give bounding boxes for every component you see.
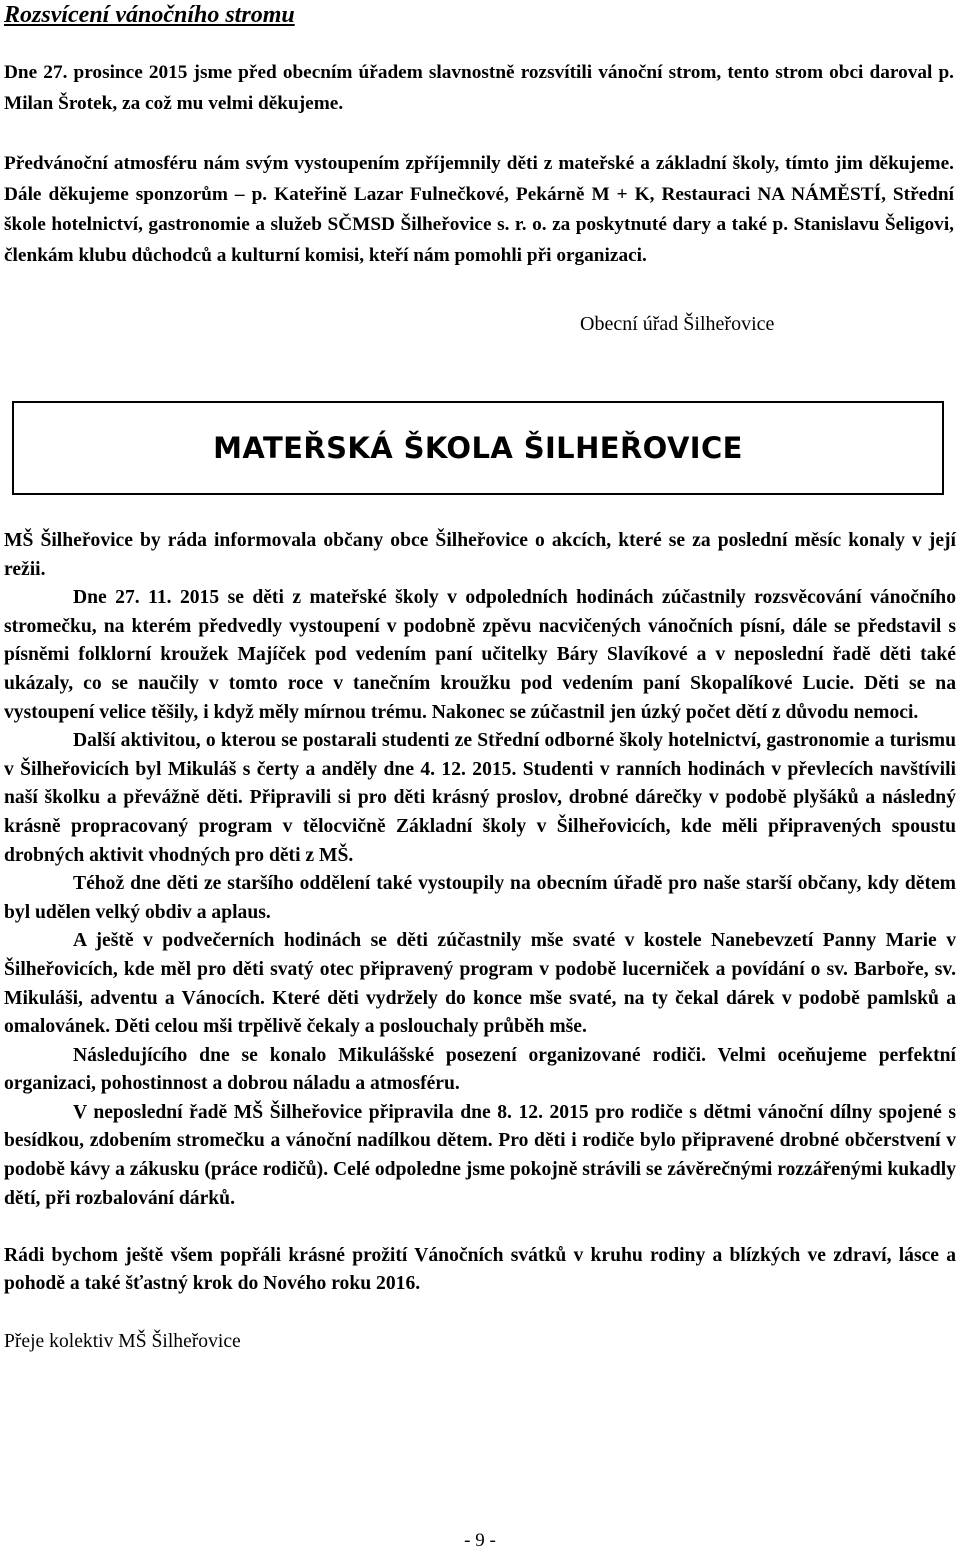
school-report-body (4, 527, 956, 1356)
article-title: Rozsvícení vánočního stromu (4, 2, 295, 28)
report-paragraph: A ještě v podvečerních hodinách se děti zúčastnily mše svaté v kostele Nanebevzetí Panny Marie v Šilheřovicích, kde měl pro děti svatý otec připravený program v podobě lucerniček a povídání o sv. Barboře, sv. Mikuláši, adventu a Vánocích. Které děti vydržely do konce mše svaté, na ty čekal dárek v podobě pamlsků a omalovánek. Děti celou mši trpělivě čekaly a poslouchaly průběh mše. (4, 930, 956, 1038)
report-paragraph: Následujícího dne se konalo Mikulášské posezení organizované rodiči. Velmi oceňujeme perfektní organizaci, pohostinnost a dobrou náladu a atmosféru. (4, 1044, 956, 1095)
report-signature: Přeje kolektiv MŠ Šilheřovice (4, 1330, 241, 1352)
report-paragraph: Téhož dne děti ze staršího oddělení také vystoupily na obecním úřadě pro naše starší občany, kdy dětem byl udělen velký obdiv a aplaus. (4, 873, 956, 923)
page-number: - 9 - (464, 1530, 496, 1551)
closing-wishes: Rádi bychom ještě všem popřáli krásné prožití Vánočních svátků v kruhu rodiny a blízkých ve zdraví, lásce a pohodě a také šťastný krok do Nového roku 2016. (4, 1244, 956, 1295)
report-paragraph: Dne 27. 11. 2015 se děti z mateřské školy v odpoledních hodinách zúčastnily rozsvěcování vánočního stromečku, na kterém předvedly vystoupení v podobně zpěvu nacvičených vánočních písní, dále se představil s písněmi folklorní kroužek Majíček pod vedením paní učitelky Báry Slavíkové a v neposlední řadě děti také ukázaly, co se naučily v tomto roce v tanečním kroužku pod vedením paní Skopalíkové Lucie. Děti se na vystoupení velice těšily, i když měly mírnou trému. Nakonec se zúčastnil jen úzký počet dětí z důvodu nemoci. (4, 587, 956, 723)
report-paragraph: MŠ Šilheřovice by ráda informovala občany obce Šilheřovice o akcích, které se za poslední měsíc konaly v její režii. (4, 530, 956, 580)
article-body (4, 58, 954, 271)
section-title: MATEŘSKÁ ŠKOLA ŠILHEŘOVICE (213, 431, 743, 465)
report-paragraph: Další aktivitou, o kterou se postarali studenti ze Střední odborné školy hotelnictví, gastronomie a turismu v Šilheřovicích byl Mikuláš s čerty a anděly dne 4. 12. 2015. Studenti v ranních hodinách v převlecích navštívili naší školku a převážně děti. Připravili si pro děti krásný proslov, drobné dárečky v podobě plyšáků a následný krásně propracovaný program v tělocvičně Základní školy v Šilheřovicích, kde měli připravených spoustu drobných aktivit vhodných pro děti z MŠ. (4, 730, 956, 866)
report-paragraph: V neposlední řadě MŠ Šilheřovice připravila dne 8. 12. 2015 pro rodiče s dětmi vánoční dílny spojené s besídkou, zdobením stromečku a vánoční nadílkou dětem. Pro děti i rodiče bylo připravené drobné občerstvení v podobě kávy a zákusku (práce rodičů). Celé odpoledne jsme pokojně strávili se závěrečnými rozzářenými kukadly dětí, při rozbalování dárků. (4, 1101, 956, 1209)
article-signature: Obecní úřad Šilheřovice (580, 313, 775, 335)
article-paragraph: Dne 27. prosince 2015 jsme před obecním úřadem slavnostně rozsvítili vánoční strom, tento strom obci daroval p. Milan Šrotek, za což mu velmi děkujeme. (4, 62, 954, 114)
article-paragraph: Předvánoční atmosféru nám svým vystoupením zpříjemnily děti z mateřské a základní školy, tímto jim děkujeme. Dále děkujeme sponzorům – p. Kateřině Lazar Fulnečkové, Pekárně M + K, Restauraci NA NÁMĚSTÍ, Střední škole hotelnictví, gastronomie a služeb SČMSD Šilheřovice s. r. o. za poskytnuté dary a také p. Stanislavu Šeligovi, členkám klubu důchodců a kulturní komisi, kteří nám pomohli při organizaci. (4, 153, 954, 266)
section-banner (12, 401, 944, 495)
